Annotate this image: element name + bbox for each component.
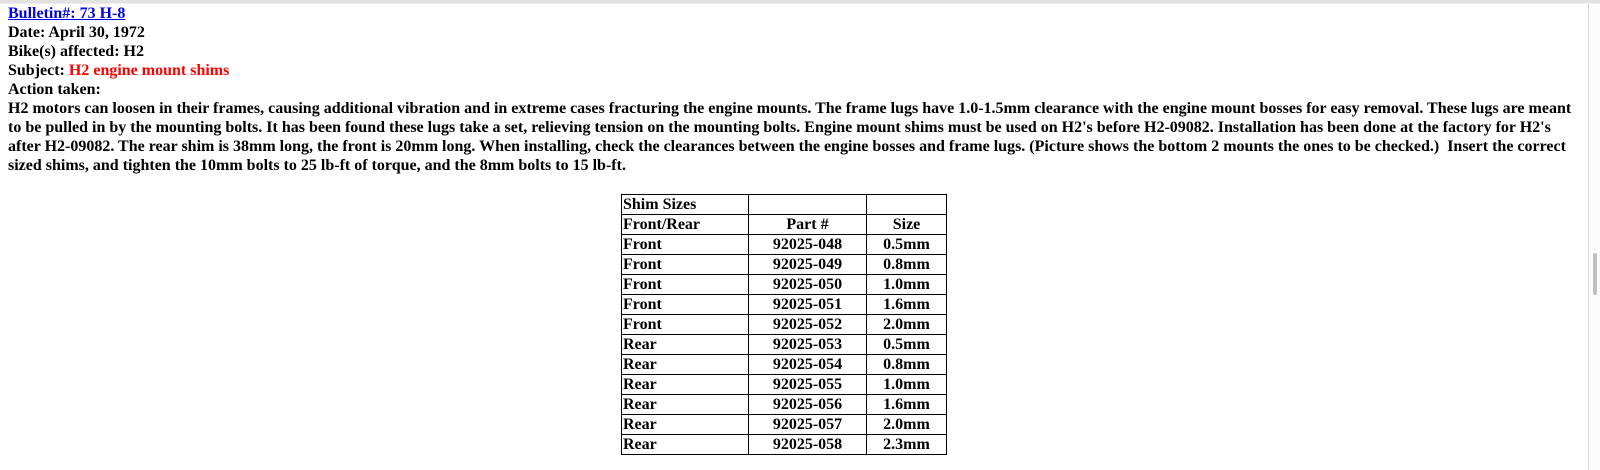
- bikes-affected-line: Bike(s) affected: H2: [8, 43, 144, 60]
- subject-line: [8, 61, 1580, 80]
- cell-size: 0.5mm: [867, 235, 947, 255]
- subject-label: Subject:: [8, 62, 69, 79]
- cell-front-rear: Front: [622, 295, 749, 315]
- table-empty-cell: [867, 195, 947, 215]
- cell-part: 92025-050: [749, 275, 867, 295]
- cell-size: 1.0mm: [867, 375, 947, 395]
- cell-size: 0.8mm: [867, 355, 947, 375]
- cell-front-rear: Rear: [622, 375, 749, 395]
- shim-sizes-table: [621, 194, 947, 455]
- cell-front-rear: Front: [622, 235, 749, 255]
- cell-size: 1.6mm: [867, 395, 947, 415]
- bulletin-content: [8, 4, 1580, 455]
- window-top-border: [0, 0, 1600, 4]
- cell-part: 92025-057: [749, 415, 867, 435]
- table-empty-cell: [749, 195, 867, 215]
- cell-part: 92025-051: [749, 295, 867, 315]
- cell-part: 92025-053: [749, 335, 867, 355]
- column-header-part: Part #: [749, 215, 867, 235]
- cell-size: 2.3mm: [867, 435, 947, 455]
- table-title-row: [622, 195, 947, 215]
- table-row: [622, 415, 947, 435]
- cell-front-rear: Rear: [622, 415, 749, 435]
- cell-size: 2.0mm: [867, 415, 947, 435]
- table-row: [622, 355, 947, 375]
- cell-part: 92025-054: [749, 355, 867, 375]
- cell-front-rear: Rear: [622, 355, 749, 375]
- cell-front-rear: Rear: [622, 395, 749, 415]
- column-header-size: Size: [867, 215, 947, 235]
- table-header-row: [622, 215, 947, 235]
- table-row: [622, 235, 947, 255]
- cell-front-rear: Front: [622, 255, 749, 275]
- scrollbar-thumb[interactable]: [1593, 253, 1597, 295]
- action-taken-label: Action taken:: [8, 81, 101, 98]
- cell-part: 92025-058: [749, 435, 867, 455]
- table-row: [622, 315, 947, 335]
- cell-part: 92025-049: [749, 255, 867, 275]
- cell-part: 92025-052: [749, 315, 867, 335]
- table-row: [622, 255, 947, 275]
- table-row: [622, 275, 947, 295]
- cell-front-rear: Rear: [622, 435, 749, 455]
- bulletin-number-link[interactable]: Bulletin#: 73 H-8: [8, 5, 126, 22]
- column-header-front-rear: Front/Rear: [622, 215, 749, 235]
- table-row: [622, 435, 947, 455]
- table-row: [622, 395, 947, 415]
- cell-part: 92025-055: [749, 375, 867, 395]
- cell-front-rear: Front: [622, 275, 749, 295]
- table-row: [622, 335, 947, 355]
- bulletin-number-line: [8, 4, 1580, 23]
- cell-size: 1.6mm: [867, 295, 947, 315]
- cell-size: 2.0mm: [867, 315, 947, 335]
- cell-size: 0.8mm: [867, 255, 947, 275]
- cell-size: 0.5mm: [867, 335, 947, 355]
- subject-value: H2 engine mount shims: [68, 62, 230, 79]
- cell-part: 92025-056: [749, 395, 867, 415]
- cell-part: 92025-048: [749, 235, 867, 255]
- vertical-scrollbar[interactable]: [1588, 0, 1600, 470]
- cell-front-rear: Rear: [622, 335, 749, 355]
- bulletin-body-paragraph: H2 motors can loosen in their frames, causing additional vibration and in extreme cases fracturing the engine mounts. The frame lugs have 1.0-1.5mm clearance with the engine mount bosses for easy removal. These lugs are meant to be pulled in by the mounting bolts. It has been found these lugs take a set, relieving tension on the mounting bolts. Engine mount shims must be used on H2's before H2-09082. Installation has been done at the factory for H2's after H2-09082. The rear shim is 38mm long, the front is 20mm long. When installing, check the clearances between the engine bosses and frame lugs. (Picture shows the bottom 2 mounts the ones to be checked.) Insert the correct sized shims, and tighten the 10mm bolts to 25 lb-ft of torque, and the 8mm bolts to 15 lb-ft.: [8, 100, 1572, 174]
- date-line: Date: April 30, 1972: [8, 24, 145, 41]
- table-row: [622, 295, 947, 315]
- table-row: [622, 375, 947, 395]
- cell-size: 1.0mm: [867, 275, 947, 295]
- cell-front-rear: Front: [622, 315, 749, 335]
- table-title-cell: Shim Sizes: [622, 195, 749, 215]
